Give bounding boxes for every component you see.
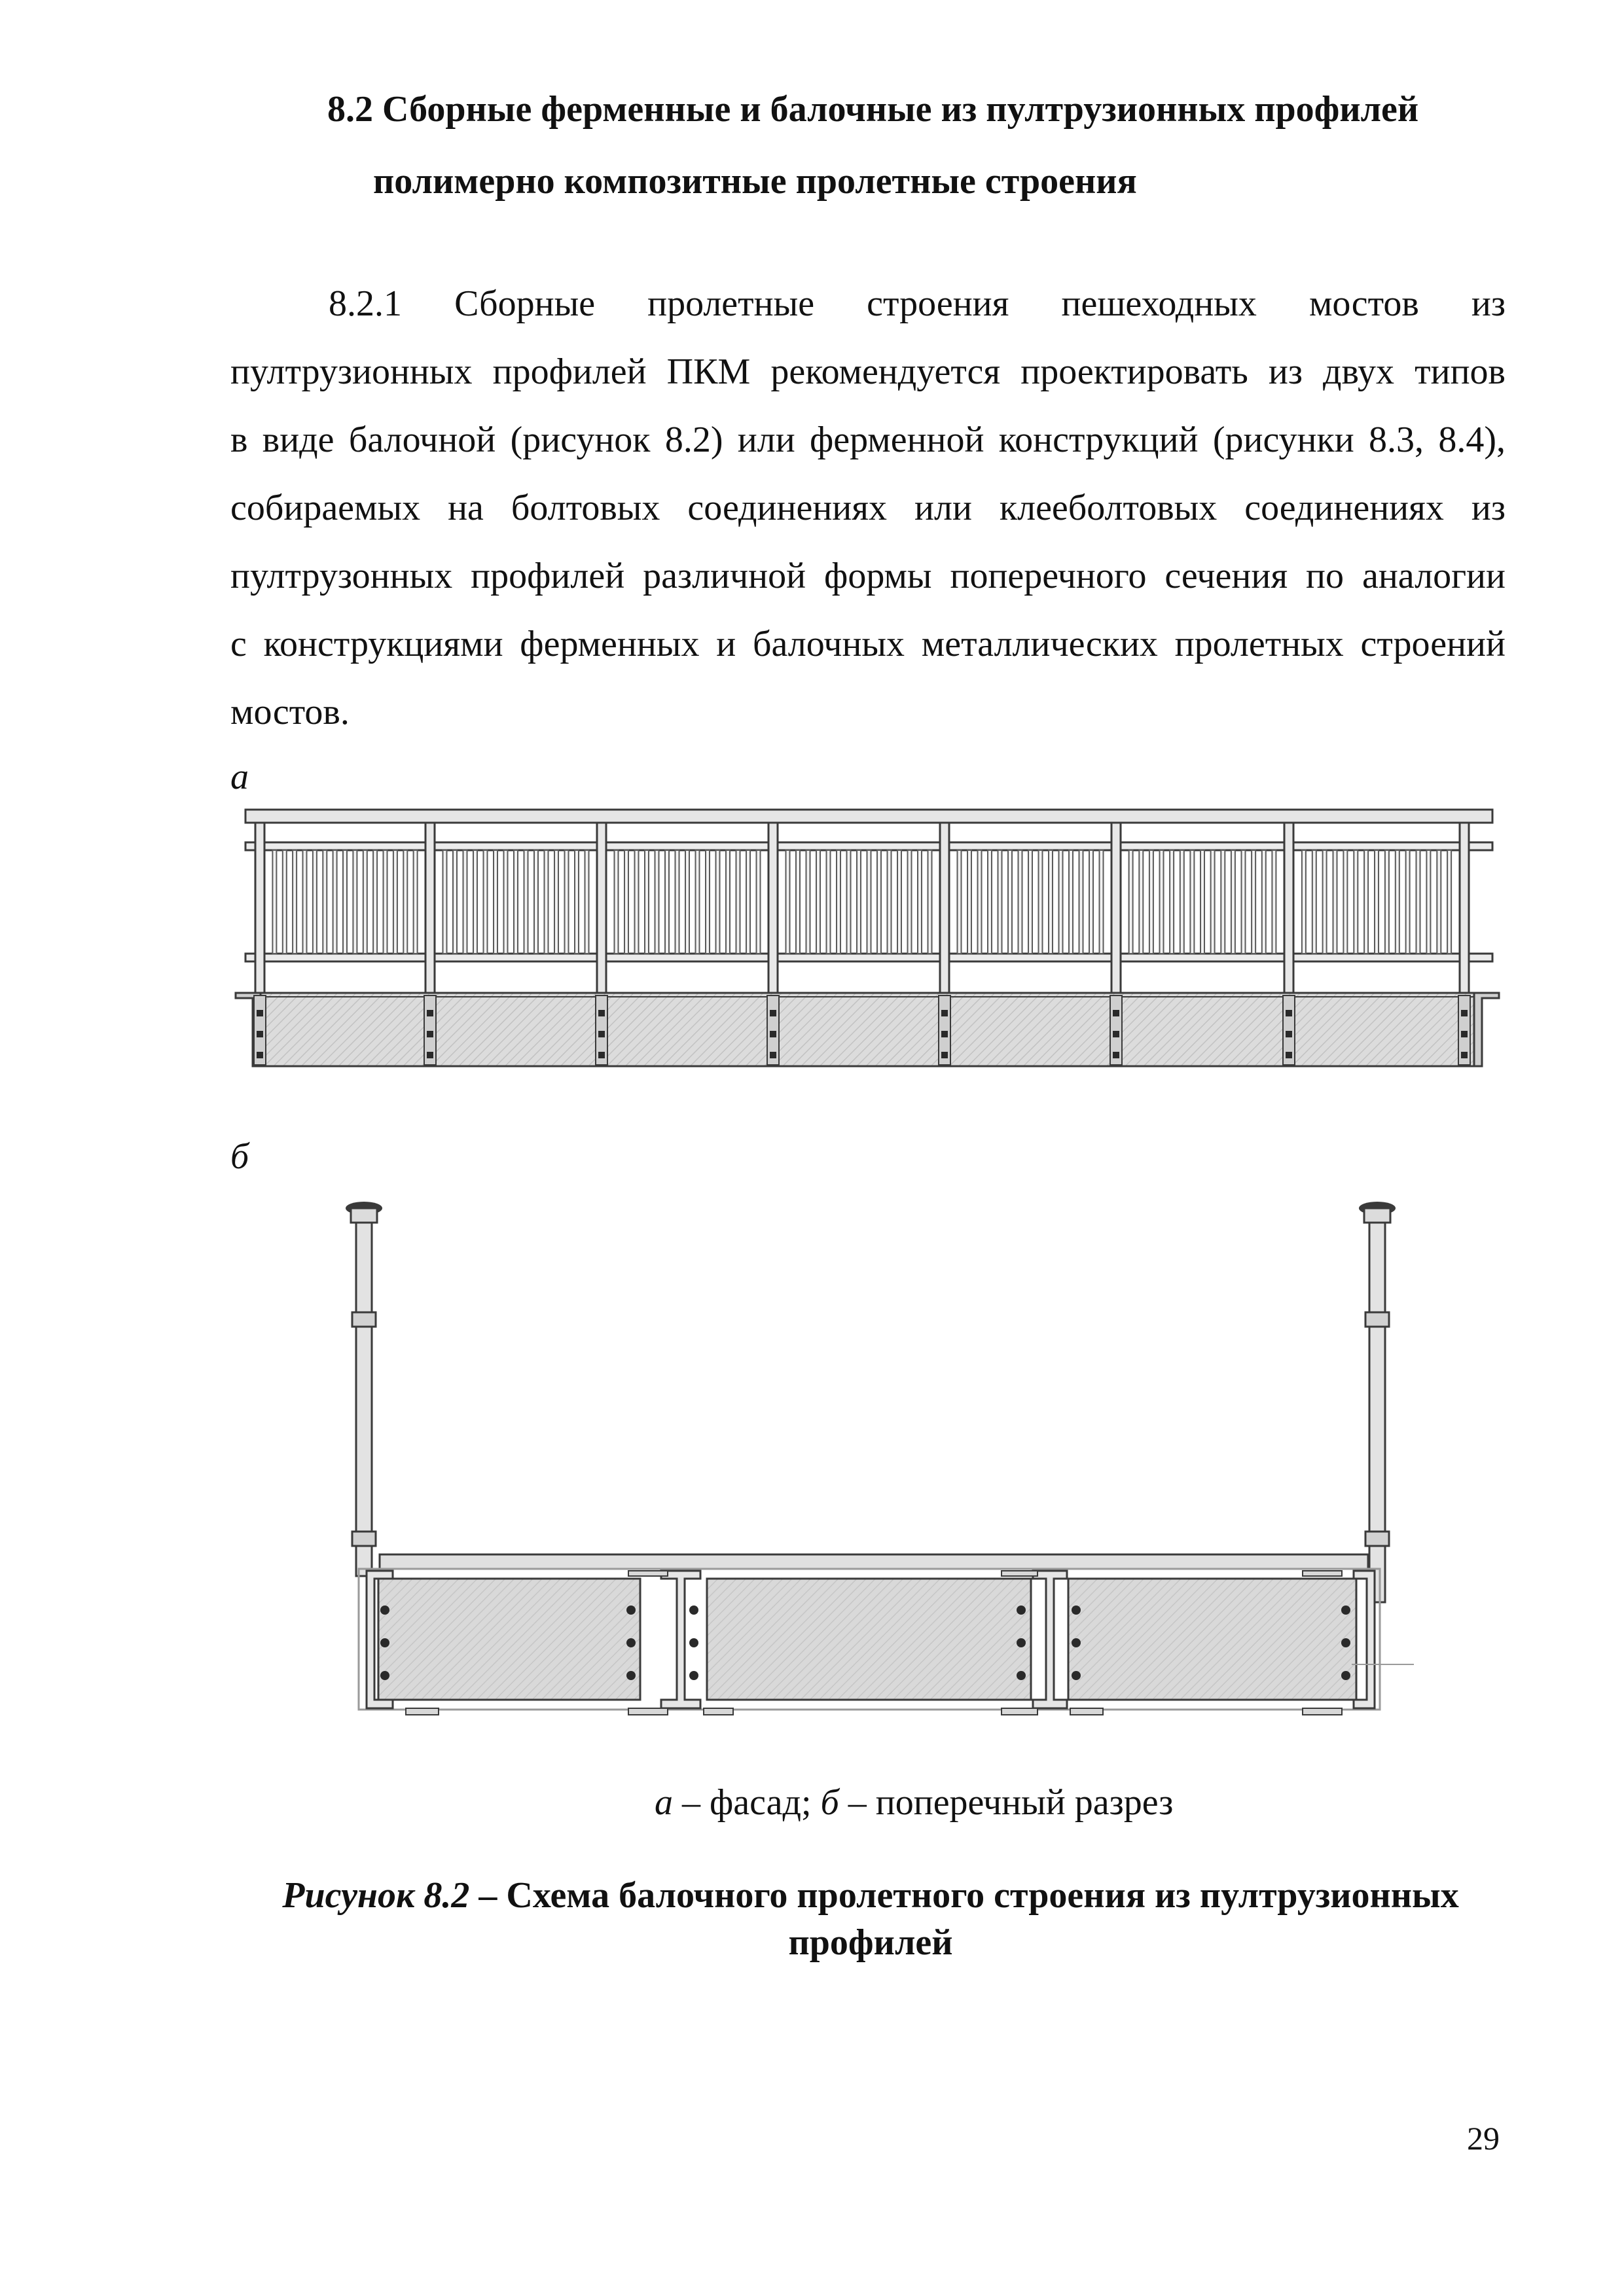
i-beam-right bbox=[1033, 1571, 1067, 1708]
splice-bolt bbox=[1113, 1031, 1119, 1037]
railing-post bbox=[597, 823, 606, 994]
baluster bbox=[1252, 850, 1255, 954]
paragraph-line: в виде балочной (рисунок 8.2) или ферменной конструкций (рисунки 8.3, 8.4), bbox=[230, 420, 1506, 460]
baluster bbox=[706, 850, 710, 954]
splice-bolt bbox=[1113, 1052, 1119, 1058]
right-end-bracket bbox=[1474, 993, 1499, 1066]
splice-bolt bbox=[941, 1052, 948, 1058]
baluster bbox=[757, 850, 761, 954]
baluster bbox=[484, 850, 488, 954]
figure-caption bbox=[236, 1872, 1506, 1966]
baluster bbox=[1447, 850, 1451, 954]
baluster bbox=[343, 850, 347, 954]
bolt bbox=[626, 1605, 636, 1615]
splice-bolt bbox=[1461, 1052, 1468, 1058]
baluster bbox=[293, 850, 297, 954]
legend-letter-a: а bbox=[655, 1782, 673, 1823]
baluster bbox=[867, 850, 871, 954]
baluster bbox=[1242, 850, 1246, 954]
caption-label: Рисунок 8.2 bbox=[282, 1875, 470, 1916]
baluster bbox=[816, 850, 820, 954]
left-railing-post bbox=[346, 1202, 382, 1576]
splice-bolt bbox=[941, 1031, 948, 1037]
bolt bbox=[1017, 1671, 1026, 1680]
baluster bbox=[453, 850, 457, 954]
baluster bbox=[967, 850, 971, 954]
floor-panel bbox=[707, 1579, 1031, 1700]
railing-post bbox=[1111, 823, 1121, 994]
floor-panels bbox=[378, 1579, 1356, 1700]
baluster bbox=[1019, 850, 1022, 954]
baluster bbox=[615, 850, 619, 954]
baluster bbox=[565, 850, 569, 954]
baluster bbox=[545, 850, 549, 954]
baluster bbox=[645, 850, 649, 954]
baluster bbox=[494, 850, 497, 954]
baluster bbox=[575, 850, 579, 954]
baluster bbox=[333, 850, 337, 954]
baluster bbox=[1190, 850, 1194, 954]
baluster bbox=[908, 850, 912, 954]
baluster bbox=[837, 850, 840, 954]
splice-bolt bbox=[257, 1031, 263, 1037]
baluster bbox=[283, 850, 287, 954]
baluster bbox=[847, 850, 851, 954]
baluster bbox=[1221, 850, 1225, 954]
section-heading bbox=[314, 73, 1519, 217]
baluster bbox=[554, 850, 558, 954]
baluster bbox=[393, 850, 397, 954]
bolt bbox=[1072, 1605, 1081, 1615]
bolt bbox=[626, 1671, 636, 1680]
bolt bbox=[1341, 1671, 1350, 1680]
baluster bbox=[786, 850, 790, 954]
baluster bbox=[1333, 850, 1337, 954]
baluster bbox=[1049, 850, 1053, 954]
bolt bbox=[380, 1638, 389, 1647]
baluster bbox=[1396, 850, 1399, 954]
baluster bbox=[1231, 850, 1235, 954]
baluster bbox=[726, 850, 730, 954]
railing-post bbox=[425, 823, 435, 994]
baluster bbox=[877, 850, 881, 954]
baluster bbox=[1272, 850, 1276, 954]
bolt bbox=[380, 1605, 389, 1615]
baluster bbox=[323, 850, 327, 954]
bolt bbox=[1072, 1638, 1081, 1647]
baluster bbox=[888, 850, 892, 954]
baluster bbox=[1079, 850, 1083, 954]
baluster bbox=[1200, 850, 1204, 954]
baluster bbox=[534, 850, 538, 954]
splice-bolt bbox=[1461, 1031, 1468, 1037]
deck-slab bbox=[380, 1554, 1368, 1569]
splice-bolt bbox=[598, 1010, 605, 1016]
baluster bbox=[1180, 850, 1184, 954]
baluster bbox=[857, 850, 861, 954]
paragraph-line: с конструкциями ферменных и балочных металлических пролетных строений bbox=[230, 624, 1506, 664]
paragraph-line: пултрузонных профилей различной формы поперечного сечения по аналогии bbox=[230, 556, 1506, 596]
railing-post bbox=[940, 823, 949, 994]
splice-bolt bbox=[257, 1010, 263, 1016]
bolt bbox=[689, 1671, 698, 1680]
legend-letter-b: б bbox=[820, 1782, 839, 1823]
baluster bbox=[665, 850, 669, 954]
bolt bbox=[1341, 1638, 1350, 1647]
baluster bbox=[1354, 850, 1358, 954]
splice-bolt bbox=[427, 1052, 433, 1058]
baluster bbox=[414, 850, 418, 954]
bolt bbox=[1017, 1605, 1026, 1615]
baluster bbox=[514, 850, 518, 954]
splice-bolt bbox=[1461, 1010, 1468, 1016]
baluster bbox=[1100, 850, 1104, 954]
baluster bbox=[1028, 850, 1032, 954]
bolt bbox=[689, 1605, 698, 1615]
bolt bbox=[1072, 1671, 1081, 1680]
figure-label-a: а bbox=[230, 757, 249, 797]
baluster bbox=[1343, 850, 1347, 954]
baluster bbox=[796, 850, 800, 954]
splice-bolt bbox=[770, 1052, 776, 1058]
baluster bbox=[1129, 850, 1133, 954]
railing-post bbox=[1284, 823, 1293, 994]
baluster bbox=[978, 850, 982, 954]
baluster bbox=[998, 850, 1002, 954]
baluster bbox=[1211, 850, 1215, 954]
baluster bbox=[473, 850, 477, 954]
paragraph-line: собираемых на болтовых соединениях или клееболтовых соединениях из bbox=[230, 488, 1506, 528]
baluster bbox=[827, 850, 831, 954]
legend-text-a: – фасад; bbox=[673, 1782, 821, 1823]
handrail bbox=[245, 810, 1492, 823]
baluster bbox=[624, 850, 628, 954]
splice-bolt bbox=[941, 1010, 948, 1016]
section-heading-line-1: 8.2 Сборные ферменные и балочные из пултрузионных профилей bbox=[327, 89, 1419, 130]
baluster bbox=[1416, 850, 1420, 954]
splice-bolt bbox=[427, 1010, 433, 1016]
figure-label-b: б bbox=[230, 1136, 249, 1177]
baluster bbox=[1437, 850, 1441, 954]
legend-text-b: – поперечный разрез bbox=[839, 1782, 1174, 1823]
baluster bbox=[1170, 850, 1174, 954]
cross-section-drawing bbox=[340, 1178, 1427, 1728]
top-splice-plates bbox=[628, 1571, 1342, 1576]
paragraph-line: 8.2.1 Сборные пролетные строения пешеходных мостов из bbox=[329, 283, 1506, 324]
baluster bbox=[1039, 850, 1043, 954]
paragraph-line: мостов. bbox=[230, 692, 350, 732]
baluster bbox=[1323, 850, 1327, 954]
baluster bbox=[736, 850, 740, 954]
floor-panel bbox=[1068, 1579, 1356, 1700]
splice-bolt bbox=[598, 1031, 605, 1037]
splice-bolt bbox=[1286, 1031, 1292, 1037]
caption-text: Схема балочного пролетного строения из пултрузионных профилей bbox=[506, 1875, 1459, 1963]
baluster bbox=[1008, 850, 1012, 954]
railing-post bbox=[768, 823, 778, 994]
baluster bbox=[897, 850, 901, 954]
bolt bbox=[1341, 1605, 1350, 1615]
baluster bbox=[353, 850, 357, 954]
baluster bbox=[716, 850, 720, 954]
figure-legend bbox=[655, 1782, 1173, 1823]
baluster bbox=[1160, 850, 1164, 954]
paragraph-line: пултрузионных профилей ПКМ рекомендуется проектировать из двух типов bbox=[230, 351, 1506, 392]
splice-bolt bbox=[1286, 1052, 1292, 1058]
baluster bbox=[1262, 850, 1266, 954]
splice-bolt bbox=[770, 1031, 776, 1037]
baluster bbox=[1089, 850, 1093, 954]
baluster bbox=[363, 850, 367, 954]
facade-drawing bbox=[223, 802, 1506, 1070]
right-railing-post bbox=[1359, 1202, 1396, 1602]
baluster bbox=[1059, 850, 1063, 954]
baluster bbox=[806, 850, 810, 954]
baluster bbox=[384, 850, 388, 954]
baluster bbox=[1069, 850, 1073, 954]
baluster bbox=[1426, 850, 1430, 954]
baluster bbox=[746, 850, 750, 954]
splice-bolt bbox=[257, 1052, 263, 1058]
baluster bbox=[696, 850, 700, 954]
splice-bolt bbox=[598, 1052, 605, 1058]
balusters bbox=[272, 850, 1451, 954]
section-heading-line-2: полимерно композитные пролетные строения bbox=[373, 161, 1137, 202]
paragraph-8-2-1 bbox=[230, 270, 1506, 746]
baluster bbox=[585, 850, 589, 954]
baluster bbox=[685, 850, 689, 954]
baluster bbox=[463, 850, 467, 954]
splice-bolt bbox=[427, 1031, 433, 1037]
baluster bbox=[918, 850, 922, 954]
baluster bbox=[303, 850, 307, 954]
baluster bbox=[272, 850, 276, 954]
baluster bbox=[958, 850, 962, 954]
baluster bbox=[988, 850, 992, 954]
baluster bbox=[1149, 850, 1153, 954]
railing-post bbox=[255, 823, 264, 994]
baluster bbox=[928, 850, 932, 954]
bolt bbox=[626, 1638, 636, 1647]
caption-dash: – bbox=[469, 1875, 507, 1916]
splice-bolt bbox=[1113, 1010, 1119, 1016]
railing-post bbox=[1460, 823, 1469, 994]
floor-panel bbox=[378, 1579, 640, 1700]
baluster bbox=[655, 850, 659, 954]
baluster bbox=[635, 850, 639, 954]
baluster bbox=[524, 850, 528, 954]
baluster bbox=[1375, 850, 1379, 954]
baluster bbox=[443, 850, 447, 954]
baluster bbox=[373, 850, 377, 954]
baluster bbox=[313, 850, 317, 954]
splice-bolt bbox=[770, 1010, 776, 1016]
baluster bbox=[1139, 850, 1143, 954]
baluster bbox=[403, 850, 407, 954]
baluster bbox=[676, 850, 679, 954]
bolt bbox=[1017, 1638, 1026, 1647]
baluster bbox=[1364, 850, 1368, 954]
baluster bbox=[1302, 850, 1306, 954]
splice-bolt bbox=[1286, 1010, 1292, 1016]
baluster bbox=[1406, 850, 1410, 954]
page-number: 29 bbox=[1467, 2120, 1500, 2157]
baluster bbox=[1385, 850, 1389, 954]
baluster bbox=[1312, 850, 1316, 954]
bolt bbox=[380, 1671, 389, 1680]
bolt bbox=[689, 1638, 698, 1647]
baluster bbox=[504, 850, 508, 954]
